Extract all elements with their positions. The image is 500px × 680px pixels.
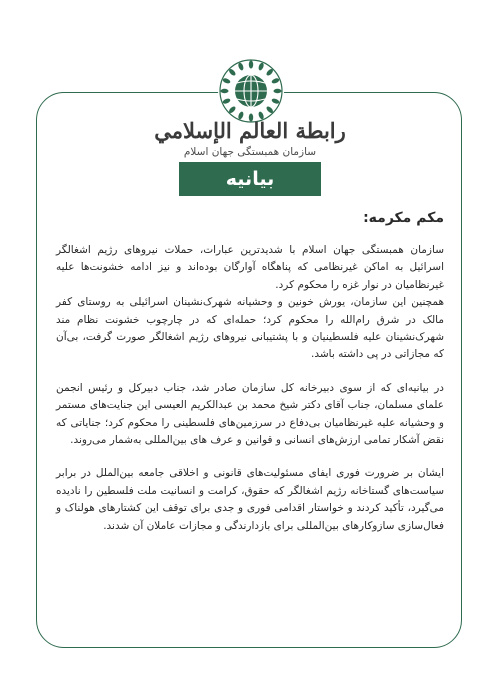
- salutation: مکم مکرمه:: [363, 210, 444, 226]
- globe-emblem-icon: [218, 58, 284, 124]
- statement-banner: بیانیه: [179, 162, 321, 196]
- paragraph-2: همچنین این سازمان، یورش خونین و وحشیانه شهرک‌نشینان اسرائیلی به روستای کفر مالک در شرق رام‌الله را محکوم کرد؛ حمله‌ای که در چارچوب خشونت نظام مند شهرک‌نشینان علیه فلسطینیان و با پشتیبانی نیروهای رژیم اشغالگر صورت گرفت، بی‌آن که مجازاتی در پی داشته باشد.: [56, 296, 444, 361]
- statement-body: [56, 208, 444, 535]
- paragraph-4: ایشان بر ضرورت فوری ایفای مسئولیت‌های قانونی و اخلاقی جامعه بین‌الملل در برابر سیاست‌های گستاخانه رژیم اشغالگر که حقوق، کرامت و انسانیت ملت فلسطین را نادیده می‌گیرد، تأکید کردند و خواستار اقدامی فوری و جدی برای توقف این کشتارهای هولناک و فعال‌سازی سازوکارهای بین‌المللی برای بازدارندگی و مجازات عاملان آن شدند.: [56, 467, 444, 532]
- org-name-arabic: رابطة العالم الإسلامي: [154, 118, 346, 143]
- paragraph-1: سازمان همبستگی جهان اسلام با شدیدترین عبارات، حملات نیروهای رژیم اشغالگر اسرائیل به اماکن غیرنظامی که پناهگاه آوارگان بوده‌اند و نیز ادامه خشونت‌ها علیه غیرنظامیان در نوار غزه را محکوم کرد.: [56, 244, 444, 291]
- org-name-persian: سازمان همبستگی جهان اسلام: [183, 146, 317, 158]
- paragraph-3: در بیانیه‌ای که از سوی دبیرخانه کل سازمان صادر شد، جناب دبیرکل و رئیس انجمن علمای مسلمان، جناب آقای دکتر شیخ محمد بن عبدالکریم العیسی این جنایت‌های مستمر و وحشیانه علیه غیرنظامیان بی‌دفاع در سرزمین‌های فلسطینی را محکوم کرد؛ جنایاتی که نقض آشکار تمامی ارزش‌های انسانی و قوانین و عرف های بین‌المللی به‌شمار می‌روند.: [56, 381, 444, 447]
